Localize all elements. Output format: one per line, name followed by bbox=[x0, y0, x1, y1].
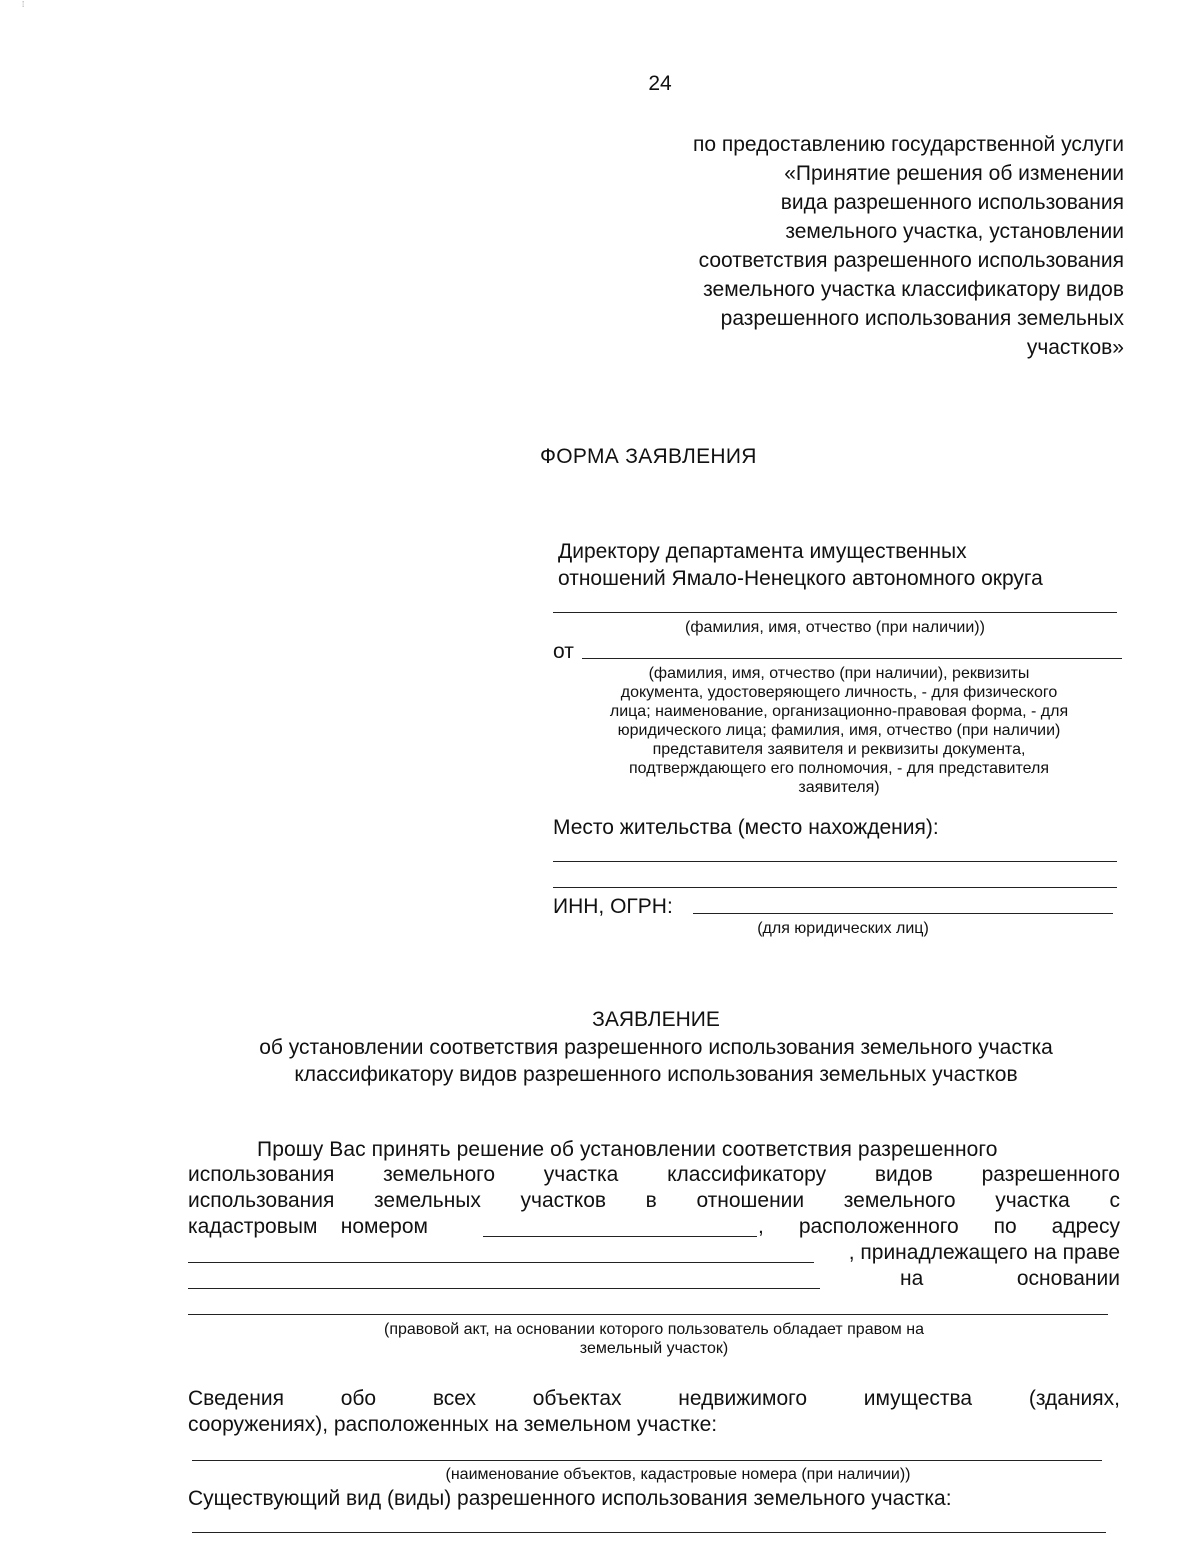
header-note-line: участков» bbox=[1026, 336, 1124, 359]
objects-line-2: сооружениях), расположенных на земельном участке: bbox=[188, 1413, 718, 1436]
request-line-3: использования земельных участков в отношении земельного участка с bbox=[188, 1189, 1120, 1212]
form-title: ФОРМА ЗАЯВЛЕНИЯ bbox=[540, 445, 757, 468]
header-note-line: «Принятие решения об изменении bbox=[784, 162, 1124, 185]
objects-caption: (наименование объектов, кадастровые номера (при наличии)) bbox=[445, 1466, 911, 1483]
request-line-4-tail: , расположенного по адресу bbox=[758, 1215, 1120, 1238]
header-note bbox=[604, 130, 1124, 362]
statement-title: ЗАЯВЛЕНИЕ bbox=[592, 1008, 720, 1031]
objects-line-1: Сведения обо всех объектах недвижимого имущества (зданиях, bbox=[188, 1387, 1120, 1410]
inn-label: ИНН, ОГРН: bbox=[553, 895, 673, 918]
header-note-line: земельного участка, установлении bbox=[785, 220, 1124, 243]
address-field-line[interactable] bbox=[188, 1262, 814, 1263]
statement-subtitle: классификатору видов разрешенного использования земельных участков bbox=[294, 1063, 1018, 1086]
addressee-line: Директору департамента имущественных bbox=[558, 540, 967, 563]
cadastral-label: кадастровым номером bbox=[188, 1215, 428, 1238]
addressee-line: отношений Ямало-Ненецкого автономного округа bbox=[558, 567, 1043, 590]
basis-label: на основании bbox=[900, 1267, 1120, 1290]
residence-field-line-1[interactable] bbox=[553, 861, 1117, 862]
request-line-2: использования земельного участка классификатору видов разрешенного bbox=[188, 1163, 1120, 1186]
header-note-line: по предоставлению государственной услуги bbox=[692, 133, 1124, 156]
statement-subtitle: об установлении соответствия разрешенного использования земельного участка bbox=[259, 1036, 1053, 1059]
inn-field-caption: (для юридических лиц) bbox=[757, 920, 929, 937]
from-label: от bbox=[553, 640, 574, 663]
addressee-block bbox=[558, 538, 1043, 592]
name-field-caption: (фамилия, имя, отчество (при наличии)) bbox=[685, 619, 985, 636]
scan-mark: ⁞ bbox=[22, 0, 25, 9]
page-number: 24 bbox=[648, 72, 672, 95]
legal-act-caption: (правовой акт, на основании которого пользователь обладает правом на земельный участок) bbox=[384, 1321, 924, 1357]
applicant-field-caption: (фамилия, имя, отчество (при наличии), реквизиты документа, удостоверяющего личность, - для физического лица; наименование, организационно-правовая форма, - для юридического лица; фамилия, имя, отчество (при наличии) представителя заявителя и реквизиты документа, подтверждающего его полномочия, - для представителя заявителя) bbox=[609, 665, 1069, 796]
header-note-line: земельного участка классификатору видов bbox=[703, 278, 1124, 301]
objects-field-line[interactable] bbox=[192, 1460, 1102, 1461]
header-note-line: разрешенного использования земельных bbox=[720, 307, 1124, 330]
right-type-field-line[interactable] bbox=[188, 1288, 820, 1289]
name-field-line[interactable] bbox=[553, 612, 1117, 613]
request-line-1: Прошу Вас принять решение об установлении соответствия разрешенного bbox=[257, 1138, 998, 1161]
header-note-line: соответствия разрешенного использования bbox=[698, 249, 1124, 272]
existing-use-field-line[interactable] bbox=[192, 1532, 1106, 1533]
residence-label: Место жительства (место нахождения): bbox=[553, 816, 939, 839]
inn-field-line[interactable] bbox=[693, 913, 1113, 914]
residence-field-line-2[interactable] bbox=[553, 887, 1117, 888]
ownership-right-label: , принадлежащего на праве bbox=[848, 1241, 1120, 1264]
existing-use-label: Существующий вид (виды) разрешенного использования земельного участка: bbox=[188, 1487, 952, 1510]
cadastral-number-field[interactable] bbox=[483, 1236, 757, 1237]
applicant-field-line[interactable] bbox=[582, 658, 1122, 659]
header-note-line: вида разрешенного использования bbox=[780, 191, 1124, 214]
legal-act-field-line[interactable] bbox=[188, 1314, 1108, 1315]
